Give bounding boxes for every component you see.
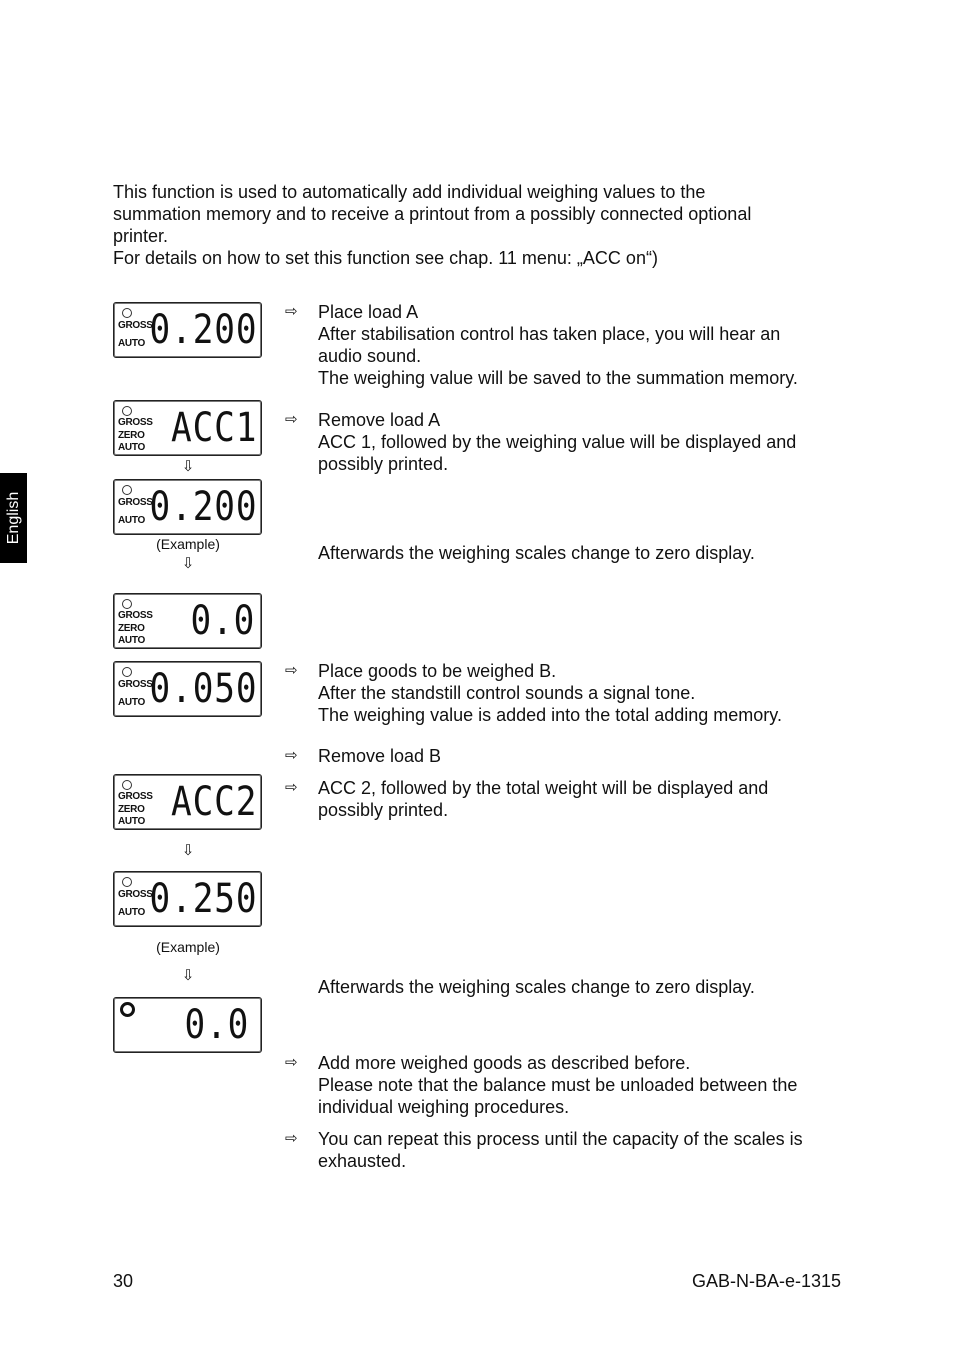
- display-value: 0.0: [184, 1002, 249, 1048]
- right-arrow-icon: ⇨: [285, 1130, 298, 1147]
- lcd-display: [113, 774, 262, 830]
- display-value: 0.200: [149, 307, 257, 353]
- indicator-zero: ZERO: [118, 430, 145, 441]
- step-line: Add more weighed goods as described before.: [318, 1053, 691, 1073]
- stability-indicator-icon: [120, 1002, 135, 1017]
- intro-line: This function is used to automatically add individual weighing values to the: [113, 182, 706, 202]
- step-line: The weighing value will be saved to the summation memory.: [318, 368, 798, 388]
- stability-indicator-icon: [122, 780, 132, 790]
- indicator-zero: ZERO: [118, 804, 145, 815]
- indicator-auto: AUTO: [118, 515, 145, 526]
- step-line: individual weighing procedures.: [318, 1097, 570, 1117]
- step-line: Please note that the balance must be unloaded between the: [318, 1075, 798, 1095]
- display-value: 0.0: [190, 598, 255, 644]
- display-value: 0.200: [149, 484, 257, 530]
- down-arrow-icon: ⇩: [181, 458, 195, 475]
- step-line: audio sound.: [318, 346, 422, 366]
- indicator-gross: GROSS: [118, 497, 153, 508]
- step-line: ACC 2, followed by the total weight will be displayed and: [318, 778, 769, 798]
- display-value: 0.250: [149, 876, 257, 922]
- step-line: ACC 1, followed by the weighing value will be displayed and: [318, 432, 797, 452]
- page-number: 30: [113, 1271, 134, 1291]
- indicator-auto: AUTO: [118, 442, 145, 453]
- stability-indicator-icon: [122, 406, 132, 416]
- step-line: Place goods to be weighed B.: [318, 661, 557, 681]
- right-arrow-icon: ⇨: [285, 779, 298, 796]
- step-line: Remove load B: [318, 746, 442, 766]
- step-line: After the standstill control sounds a signal tone.: [318, 683, 696, 703]
- indicator-auto: AUTO: [118, 635, 145, 646]
- stability-indicator-icon: [122, 667, 132, 677]
- stability-indicator-icon: [122, 308, 132, 318]
- right-arrow-icon: ⇨: [285, 303, 298, 320]
- intro-line: For details on how to set this function see chap. 11 menu: „ACC on“): [113, 248, 658, 268]
- display-value: 0.050: [149, 666, 257, 712]
- step-line: Remove load A: [318, 410, 441, 430]
- step-line: possibly printed.: [318, 454, 449, 474]
- indicator-auto: AUTO: [118, 697, 145, 708]
- lcd-display: [113, 593, 262, 649]
- intro-line: printer.: [113, 226, 169, 246]
- lcd-display: [113, 302, 262, 358]
- step-line: possibly printed.: [318, 800, 449, 820]
- down-arrow-icon: ⇩: [181, 967, 195, 984]
- lcd-display: [113, 661, 262, 717]
- stability-indicator-icon: [122, 485, 132, 495]
- indicator-auto: AUTO: [118, 907, 145, 918]
- language-tab: [0, 473, 27, 563]
- right-arrow-icon: ⇨: [285, 662, 298, 679]
- step-line: After stabilisation control has taken place, you will hear an: [318, 324, 781, 344]
- indicator-gross: GROSS: [118, 417, 153, 428]
- stability-indicator-icon: [122, 877, 132, 887]
- step-line: You can repeat this process until the capacity of the scales is: [318, 1129, 803, 1149]
- down-arrow-icon: ⇩: [181, 842, 195, 859]
- lcd-display: [113, 871, 262, 927]
- display-value: ACC1: [170, 405, 257, 451]
- lcd-display: [113, 997, 262, 1053]
- document-code: GAB-N-BA-e-1315: [691, 1271, 841, 1291]
- down-arrow-icon: ⇩: [181, 555, 195, 572]
- display-value: ACC2: [170, 779, 257, 825]
- indicator-gross: GROSS: [118, 610, 153, 621]
- right-arrow-icon: ⇨: [285, 747, 298, 764]
- step-line: Afterwards the weighing scales change to zero display.: [318, 543, 755, 563]
- lcd-display: [113, 400, 262, 456]
- step-line: The weighing value is added into the total adding memory.: [318, 705, 782, 725]
- language-tab-label: English: [4, 491, 22, 545]
- intro-line: summation memory and to receive a printout from a possibly connected optional: [113, 204, 752, 224]
- right-arrow-icon: ⇨: [285, 411, 298, 428]
- stability-indicator-icon: [122, 599, 132, 609]
- indicator-auto: AUTO: [118, 338, 145, 349]
- indicator-gross: GROSS: [118, 679, 153, 690]
- lcd-display: [113, 479, 262, 535]
- indicator-auto: AUTO: [118, 816, 145, 827]
- step-line: Afterwards the weighing scales change to zero display.: [318, 977, 755, 997]
- intro-paragraph: [113, 181, 853, 269]
- indicator-gross: GROSS: [118, 889, 153, 900]
- right-arrow-icon: ⇨: [285, 1054, 298, 1071]
- step-line: exhausted.: [318, 1151, 407, 1171]
- step-line: Place load A: [318, 302, 419, 322]
- indicator-zero: ZERO: [118, 623, 145, 634]
- example-caption: (Example): [156, 536, 220, 552]
- example-caption: (Example): [156, 939, 220, 955]
- indicator-gross: GROSS: [118, 791, 153, 802]
- indicator-gross: GROSS: [118, 320, 153, 331]
